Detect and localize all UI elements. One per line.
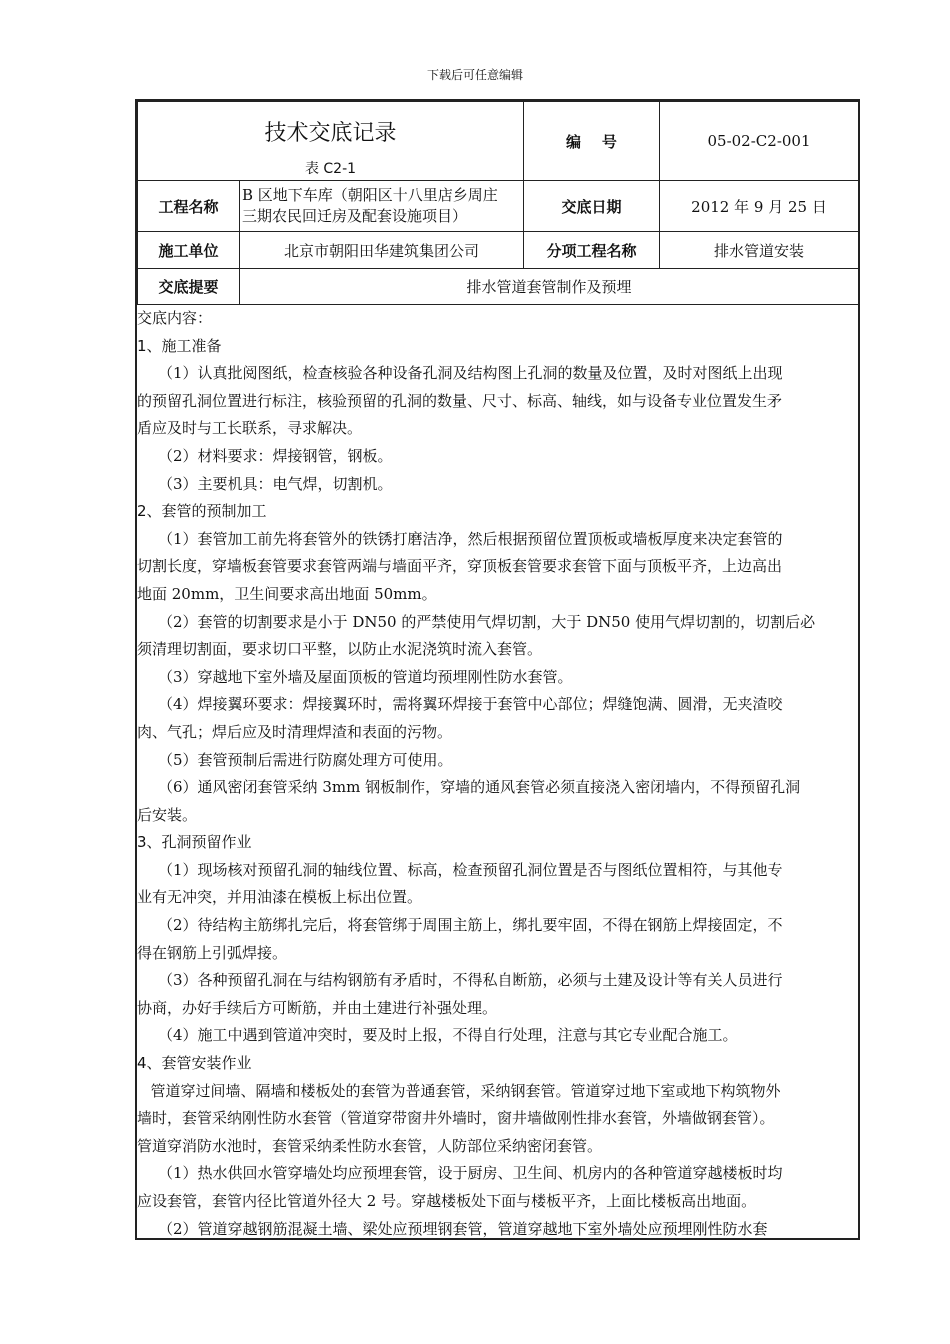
content-line: 的预留孔洞位置进行标注，核验预留的孔洞的数量、尺寸、标高、轴线，如与设备专业位置发生矛 [137, 391, 783, 410]
content-line: （5）套管预制后需进行防腐处理方可使用。 [158, 750, 453, 769]
project-name-value [240, 181, 524, 232]
content-line: （2）待结构主筋绑扎完后，将套管绑于周围主筋上，绑扎要牢固，不得在钢筋上焊接固定，不 [158, 916, 783, 935]
content-line: 后安装。 [137, 805, 198, 824]
form-title: 技术交底记录 [264, 121, 397, 146]
content-line: （1）热水供回水管穿墙处均应预埋套管，设于厨房、卫生间、机房内的各种管道穿越楼板时均 [158, 1164, 783, 1183]
content-line: 须清理切割面，要求切口平整，以防止水泥浇筑时流入套管。 [137, 640, 543, 659]
content-line: 盾应及时与工长联系，寻求解决。 [137, 419, 363, 438]
project-name-line1: B 区地下车库（朝阳区十八里店乡周庄 [242, 186, 498, 204]
disclosure-form [135, 99, 860, 1240]
content-line: （3）主要机具：电气焊，切割机。 [158, 474, 393, 493]
content-line: 管道穿过间墙、隔墙和楼板处的套管为普通套管，采纳钢套管。管道穿过地下室或地下构筑物外 [150, 1081, 781, 1100]
disclosure-content [137, 305, 858, 1240]
subproject-value: 排水管道安装 [660, 232, 859, 269]
content-line: 肉、气孔；焊后应及时清理焊渣和表面的污物。 [137, 722, 453, 741]
content-line: （3）穿越地下室外墙及屋面顶板的管道均预埋刚性防水套管。 [158, 667, 573, 686]
date-label: 交底日期 [524, 181, 660, 232]
content-line: 2、套管的预制加工 [137, 502, 267, 521]
unit-label: 施工单位 [138, 232, 240, 269]
form-header-table [137, 101, 859, 305]
summary-value: 排水管道套管制作及预埋 [240, 269, 859, 305]
date-value: 2012 年 9 月 25 日 [660, 181, 859, 232]
content-line: （6）通风密闭套管采纳 3mm 钢板制作，穿墙的通风套管必须直接浇入密闭墙内，不得预留孔洞 [158, 778, 801, 797]
number-value: 05-02-C2-001 [660, 102, 859, 181]
content-line: （1）现场核对预留孔洞的轴线位置、标高，检查预留孔洞位置是否与图纸位置相符，与其他专 [158, 860, 783, 879]
content-line: （4）施工中遇到管道冲突时，要及时上报，不得自行处理，注意与其它专业配合施工。 [158, 1026, 738, 1045]
content-line: 应设套管，套管内径比管道外径大 2 号。穿越楼板处下面与楼板平齐，上面比楼板高出地面。 [137, 1192, 757, 1210]
content-line: （2）材料要求：焊接钢管，钢板。 [158, 446, 393, 465]
download-note: 下载后可任意编辑 [426, 68, 523, 82]
unit-value: 北京市朝阳田华建筑集团公司 [240, 232, 524, 269]
content-line: 切割长度，穿墙板套管要求套管两端与墙面平齐，穿顶板套管要求套管下面与顶板平齐，上边高出 [137, 557, 783, 576]
summary-label: 交底提要 [138, 269, 240, 305]
content-line: 地面 20mm，卫生间要求高出地面 50mm。 [137, 584, 437, 603]
content-line: 4、套管安装作业 [137, 1054, 252, 1073]
title-cell [138, 102, 524, 181]
content-line: （2）套管的切割要求是小于 DN50 的严禁使用气焊切割，大于 DN50 使用气焊切割的，切割后必 [158, 612, 816, 631]
content-line: （1）认真批阅图纸，检查核验各种设备孔洞及结构图上孔洞的数量及位置，及时对图纸上出现 [158, 364, 783, 383]
content-line: （1）套管加工前先将套管外的铁锈打磨洁净，然后根据预留位置顶板或墙板厚度来决定套管的 [158, 529, 783, 548]
content-line: （2）管道穿越钢筋混凝土墙、梁处应预埋钢套管，管道穿越地下室外墙处应预埋刚性防水套 [158, 1219, 768, 1238]
project-name-line2: 三期农民回迁房及配套设施项目） [242, 207, 468, 225]
content-line: 3、孔洞预留作业 [137, 833, 252, 852]
number-label: 编 号 [524, 102, 660, 181]
content-line: 管道穿消防水池时，套管采纳柔性防水套管，人防部位采纳密闭套管。 [137, 1136, 603, 1155]
form-code: 表 C2-1 [304, 161, 357, 177]
content-line: 得在钢筋上引弧焊接。 [137, 943, 288, 962]
subproject-label: 分项工程名称 [524, 232, 660, 269]
content-line: （3）各种预留孔洞在与结构钢筋有矛盾时，不得私自断筋，必须与土建及设计等有关人员进行 [158, 971, 783, 990]
content-label: 交底内容： [137, 309, 213, 327]
content-line: （4）焊接翼环要求：焊接翼环时，需将翼环焊接于套管中心部位；焊缝饱满、圆滑，无夹渣咬 [158, 695, 783, 714]
content-line: 1、施工准备 [137, 336, 222, 355]
content-line: 业有无冲突，并用油漆在模板上标出位置。 [137, 888, 423, 907]
project-name-label: 工程名称 [138, 181, 240, 232]
content-line: 协商，办好手续后方可断筋，并由土建进行补强处理。 [137, 998, 498, 1017]
content-line: 墙时，套管采纳刚性防水套管（管道穿带窗井外墙时，窗井墙做刚性排水套管，外墙做钢套管）。 [137, 1109, 775, 1128]
